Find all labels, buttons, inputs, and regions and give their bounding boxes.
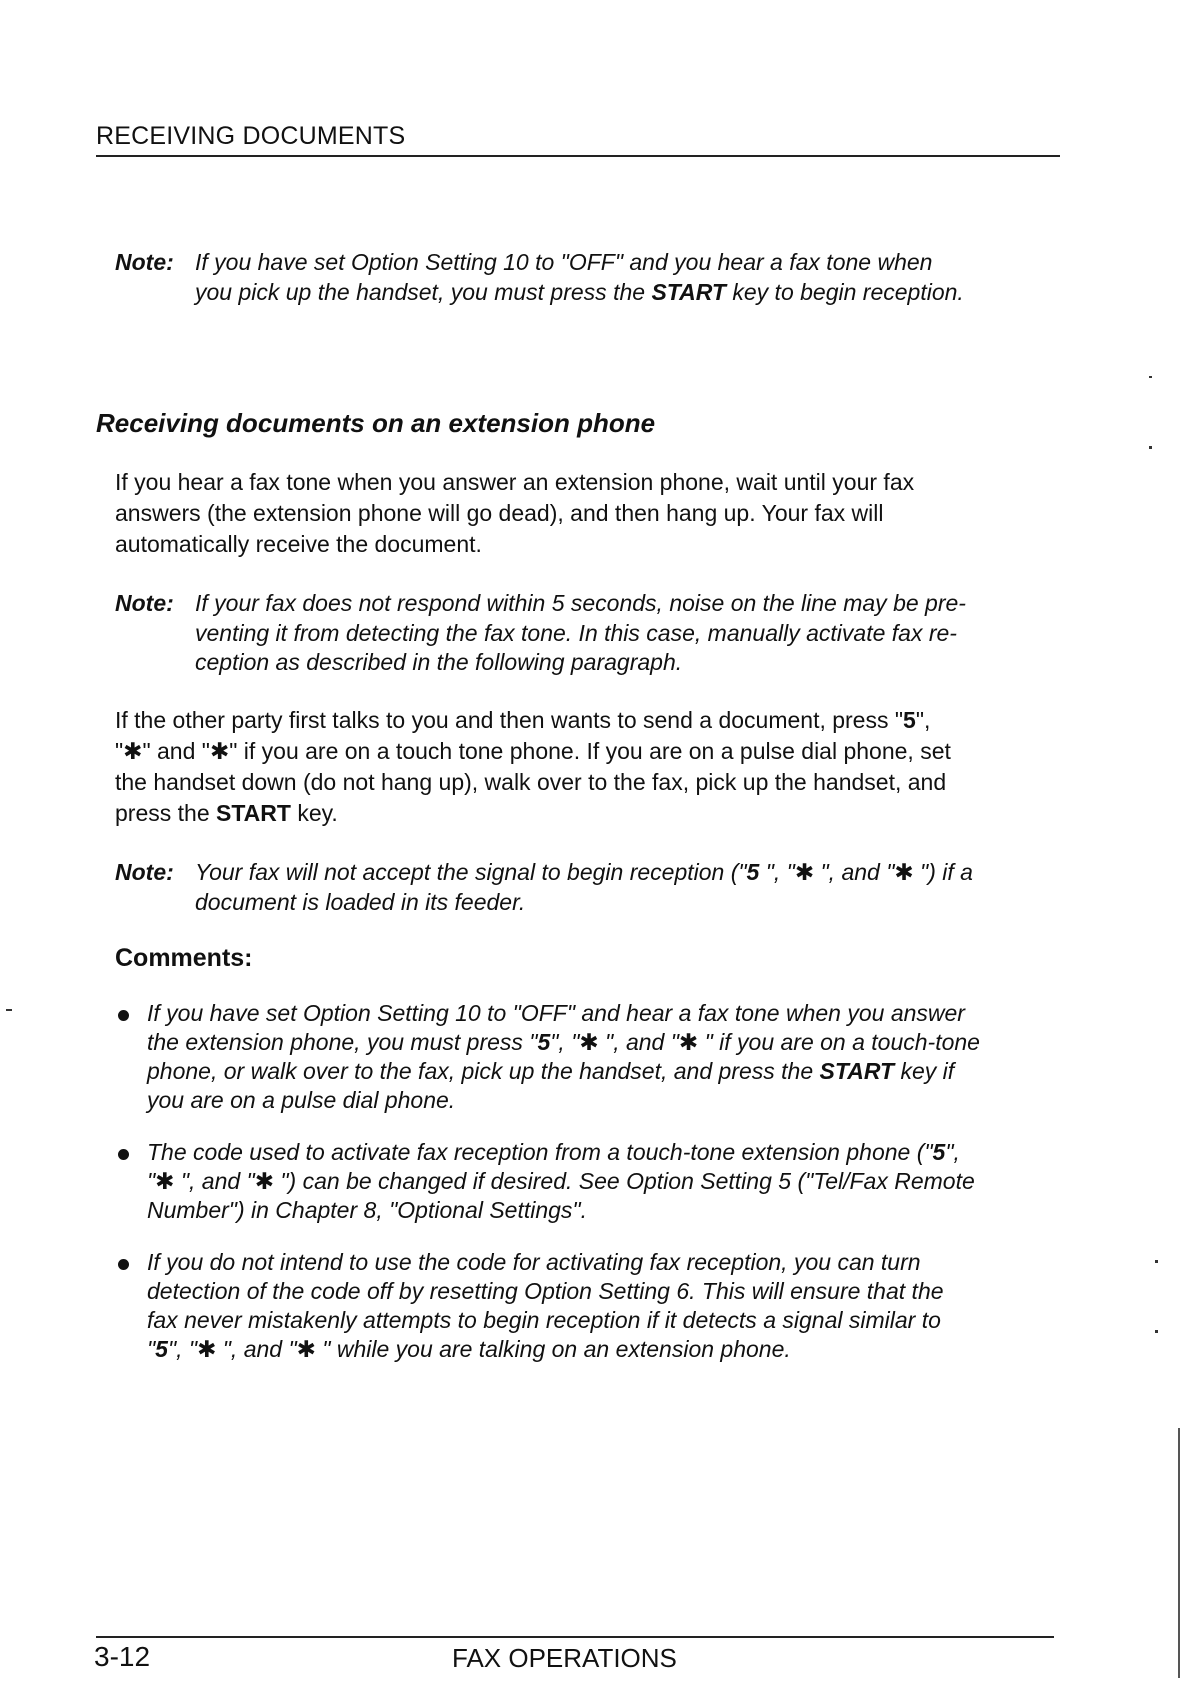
note-line: venting it from detecting the fax tone. In this case, manually activate fax re- [195,619,957,646]
note-label: Note: [115,249,174,275]
text-run: press the [115,800,216,826]
paragraph-line [115,705,1035,736]
scan-speck [1149,376,1152,378]
star-key-icon: ✱ [579,1029,599,1055]
key-5: 5 [932,1139,946,1165]
text-run: ") can be changed if desired. See Option Setting 5 ("Tel/Fax Remote [274,1168,975,1194]
bullet-line [147,1057,1035,1086]
paragraph-line: If you hear a fax tone when you answer an extension phone, wait until your fax [115,469,915,495]
key-5: 5 [746,859,760,885]
paragraph-2 [115,705,1035,829]
text-run: " if you are on a touch-tone [698,1029,980,1055]
start-key-label: START [216,800,291,826]
text-run: key to begin reception. [725,278,964,305]
bullet-line: you are on a pulse dial phone. [147,1087,456,1113]
scan-speck [6,1009,12,1011]
text-run: ", and " [814,859,895,885]
text-run: the extension phone, you must press " [147,1029,538,1055]
note-body [195,589,1035,678]
bullet-line: fax never mistakenly attempts to begin reception if it detects a signal similar to [147,1307,941,1333]
note-block-1 [115,248,1035,307]
footer-rule [96,1636,1054,1638]
text-run: " [147,1168,156,1194]
note-block-3 [115,858,1035,917]
note-body [195,858,1035,917]
note-line: If your fax does not respond within 5 seconds, noise on the line may be pre- [195,590,966,616]
paragraph-line [115,798,1035,829]
text-run: If the other party first talks to you and then wants to send a document, press " [115,707,904,733]
scan-speck [1155,1330,1158,1333]
key-5: 5 [537,1029,551,1055]
bullet-line [147,1138,1035,1167]
text-run: key. [290,800,338,826]
star-key-icon: ✱ [296,1336,316,1362]
paragraph-line: automatically receive the document. [115,531,482,557]
header-rule [96,155,1060,157]
star-key-icon: ✱ [155,1168,175,1194]
text-run: " [115,738,124,764]
note-body [195,248,1035,307]
note-line [195,858,1035,888]
comment-bullet-2 [115,1138,1035,1225]
footer-title: FAX OPERATIONS [452,1643,677,1673]
scan-speck [1155,1260,1158,1263]
paragraph-line [115,736,1035,767]
note-line: document is loaded in its feeder. [195,888,526,915]
page-header-title: RECEIVING DOCUMENTS [96,122,406,150]
note-line [195,278,1035,308]
bullet-body [147,1248,1035,1364]
text-run: key if [894,1058,955,1084]
comment-bullet-1 [115,999,1035,1115]
paragraph-line: answers (the extension phone will go dead), and then hang up. Your fax will [115,500,884,526]
star-key-icon: ✱ [197,1336,217,1362]
note-label: Note: [115,590,174,616]
text-run: ", [945,1139,960,1165]
bullet-icon [118,1010,129,1021]
bullet-line [147,1335,1035,1364]
bullet-line: If you have set Option Setting 10 to "OFF" and hear a fax tone when you answer [147,1000,965,1026]
bullet-line: detection of the code off by resetting Option Setting 6. This will ensure that the [147,1278,944,1304]
note-block-2 [115,589,1035,678]
text-run: ", " [550,1029,580,1055]
bullet-line: If you do not intend to use the code for activating fax reception, you can turn [147,1249,921,1275]
comments-heading: Comments: [115,944,253,972]
text-run: " while you are talking on an extension phone. [315,1336,791,1362]
note-line: ception as described in the following paragraph. [195,649,683,675]
text-run: ", and " [598,1029,679,1055]
bullet-body [147,1138,1035,1225]
star-key-icon: ✱ [123,738,143,764]
bullet-line: Number") in Chapter 8, "Optional Settings". [147,1197,587,1223]
bullet-line [147,1028,1035,1057]
star-key-icon: ✱ [254,1168,274,1194]
bullet-icon [118,1259,129,1270]
text-run: ", [915,707,931,733]
text-run: The code used to activate fax reception from a touch-tone extension phone (" [147,1139,933,1165]
text-run: ", " [167,1336,198,1362]
text-run: Your fax will not accept the signal to begin reception (" [195,859,747,885]
text-run: " and " [142,738,210,764]
scan-speck [1149,446,1152,449]
text-run: " if you are on a touch tone phone. If you are on a pulse dial phone, set [229,738,951,764]
text-run: ", and " [216,1336,297,1362]
text-run: ") if a [913,859,973,885]
page-number: 3-12 [94,1641,151,1672]
star-key-icon: ✱ [678,1029,699,1055]
text-run: ", " [759,859,795,885]
key-5: 5 [903,707,916,733]
note-label: Note: [115,859,174,885]
scan-edge-line [1178,1428,1180,1678]
start-key-label: START [819,1058,895,1084]
star-key-icon: ✱ [209,738,230,764]
bullet-line [147,1167,1035,1196]
note-line: If you have set Option Setting 10 to "OFF" and you hear a fax tone when [195,249,933,275]
text-run: you pick up the handset, you must press the [195,278,652,305]
paragraph-1 [115,467,1035,560]
text-run: ", and " [174,1168,255,1194]
start-key-label: START [651,278,726,305]
star-key-icon: ✱ [894,859,914,885]
bullet-icon [118,1149,129,1160]
bullet-body [147,999,1035,1115]
star-key-icon: ✱ [794,859,815,885]
text-run: " [147,1336,156,1362]
comment-bullet-3 [115,1248,1035,1364]
paragraph-line: the handset down (do not hang up), walk over to the fax, pick up the handset, and [115,769,947,795]
section-heading: Receiving documents on an extension phone [96,408,656,438]
key-5: 5 [155,1336,168,1362]
text-run: phone, or walk over to the fax, pick up the handset, and press the [147,1058,820,1084]
